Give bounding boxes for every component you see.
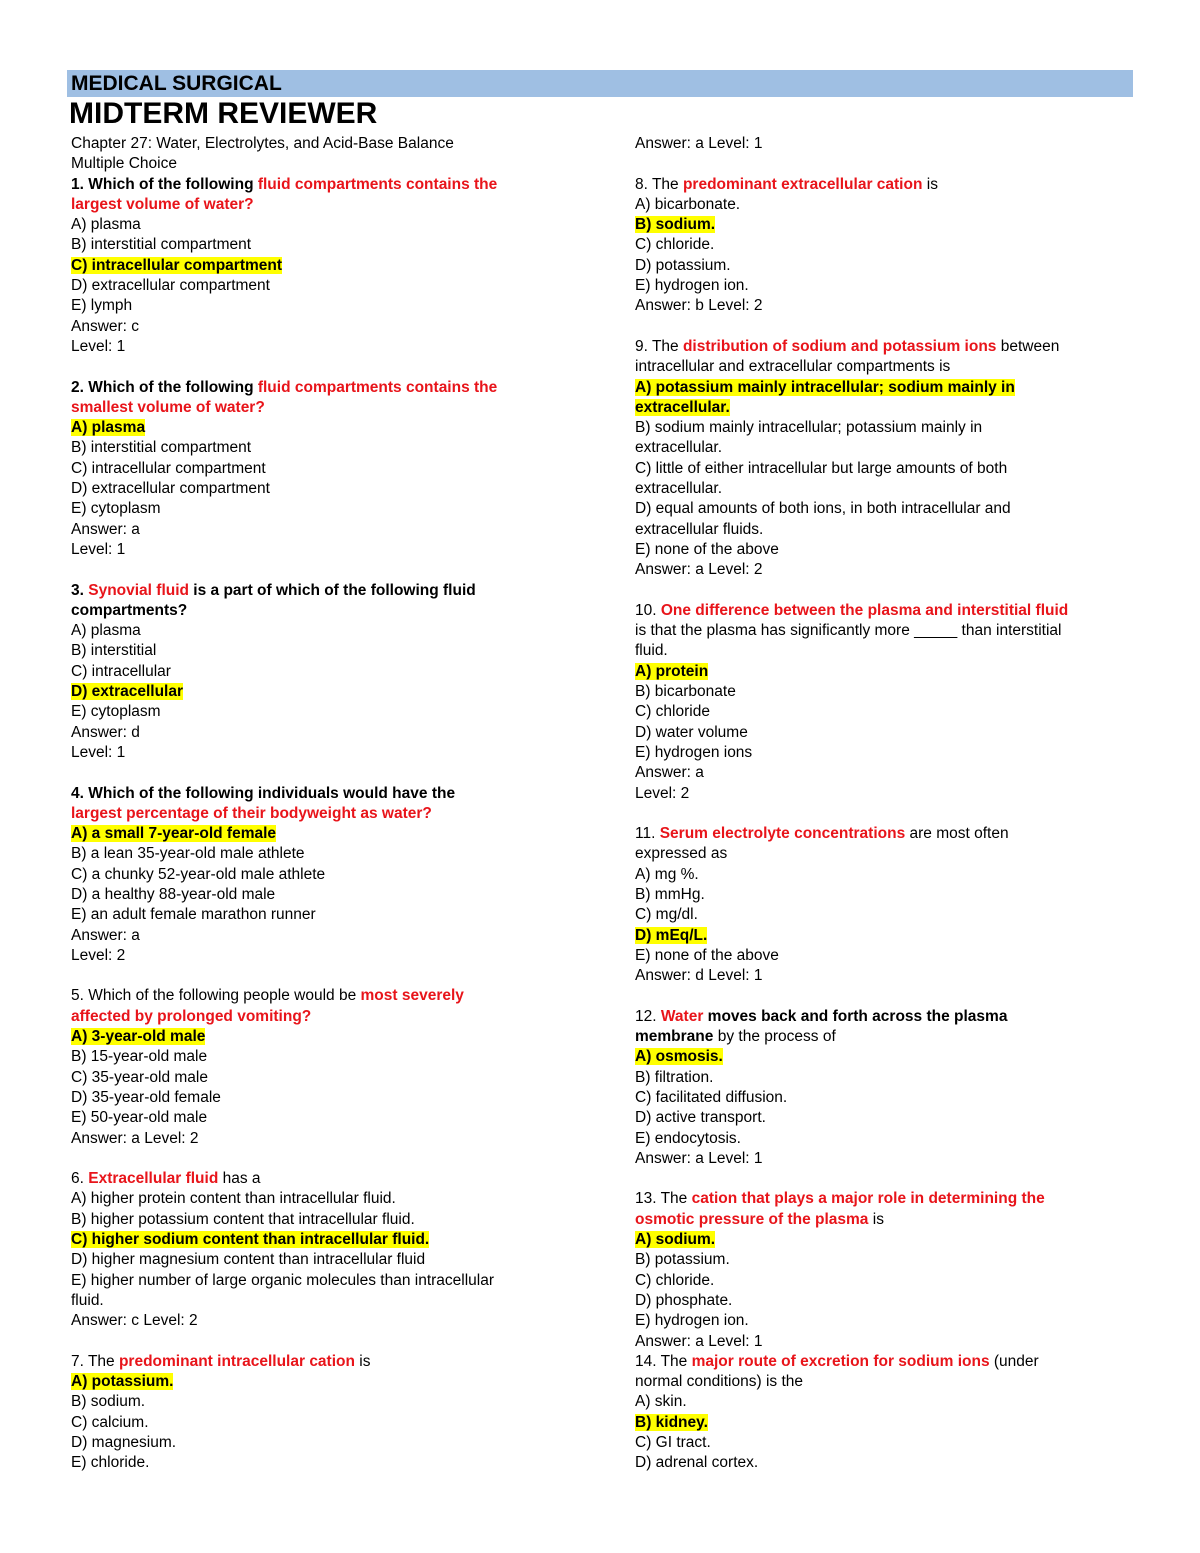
blank-line bbox=[635, 317, 1135, 337]
right-column bbox=[635, 134, 1135, 1474]
text-line bbox=[71, 1392, 571, 1412]
text-line bbox=[71, 296, 571, 316]
text-line bbox=[635, 682, 1135, 702]
text-segment: D) phosphate. bbox=[635, 1291, 733, 1309]
text-segment: C) facilitated diffusion. bbox=[635, 1088, 788, 1106]
text-segment: Answer: c Level: 2 bbox=[71, 1312, 198, 1330]
text-line bbox=[71, 378, 571, 398]
key-phrase: fluid compartments contains the bbox=[257, 378, 498, 396]
text-line bbox=[71, 1372, 571, 1392]
text-segment: A) plasma bbox=[71, 622, 141, 640]
text-segment: fluid. bbox=[71, 1291, 104, 1309]
text-line bbox=[71, 581, 571, 601]
text-line bbox=[71, 824, 571, 844]
text-segment: is bbox=[922, 175, 938, 193]
text-line bbox=[635, 702, 1135, 722]
text-segment: 14. The bbox=[635, 1352, 692, 1370]
text-segment: 4. Which of the following individuals would have the bbox=[71, 784, 456, 802]
text-segment: 1. Which of the following bbox=[71, 175, 258, 193]
text-segment: B) potassium. bbox=[635, 1251, 730, 1269]
text-line bbox=[71, 215, 571, 235]
text-segment: D) extracellular compartment bbox=[71, 277, 270, 295]
text-segment: fluid. bbox=[635, 642, 668, 660]
highlighted-answer: A) plasma bbox=[71, 419, 146, 437]
text-line bbox=[71, 986, 571, 1006]
text-line bbox=[635, 1453, 1135, 1473]
text-segment: B) interstitial bbox=[71, 642, 157, 660]
text-segment: C) chloride. bbox=[635, 236, 715, 254]
text-segment: E) hydrogen ion. bbox=[635, 1312, 749, 1330]
text-line bbox=[635, 1291, 1135, 1311]
text-segment: compartments? bbox=[71, 601, 188, 619]
blank-line bbox=[71, 1149, 571, 1169]
text-segment: E) chloride. bbox=[71, 1454, 150, 1472]
text-line bbox=[635, 438, 1135, 458]
text-line bbox=[635, 276, 1135, 296]
blank-line bbox=[635, 1169, 1135, 1189]
text-segment: E) cytoplasm bbox=[71, 500, 161, 518]
text-line bbox=[635, 1129, 1135, 1149]
text-line bbox=[635, 865, 1135, 885]
text-line bbox=[71, 905, 571, 925]
text-segment: is bbox=[354, 1352, 371, 1370]
text-segment: (under bbox=[989, 1352, 1039, 1370]
text-line bbox=[71, 1311, 571, 1331]
text-segment: Answer: c bbox=[71, 317, 140, 335]
text-line bbox=[71, 1210, 571, 1230]
text-line bbox=[635, 357, 1135, 377]
text-line bbox=[635, 1230, 1135, 1250]
text-line bbox=[71, 317, 571, 337]
text-line bbox=[635, 723, 1135, 743]
text-line bbox=[635, 641, 1135, 661]
text-line bbox=[71, 438, 571, 458]
text-line bbox=[635, 946, 1135, 966]
text-segment: Level: 2 bbox=[71, 946, 126, 964]
text-line bbox=[635, 621, 1135, 641]
text-line bbox=[71, 641, 571, 661]
text-line bbox=[635, 1332, 1135, 1352]
key-phrase: smallest volume of water? bbox=[71, 398, 265, 416]
key-phrase: predominant intracellular cation bbox=[118, 1352, 355, 1370]
document-title: MIDTERM REVIEWER bbox=[69, 97, 378, 130]
text-segment: Level: 1 bbox=[71, 337, 126, 355]
text-line bbox=[71, 844, 571, 864]
text-segment: C) a chunky 52-year-old male athlete bbox=[71, 865, 326, 883]
text-segment: B) mmHg. bbox=[635, 885, 705, 903]
text-segment: is bbox=[868, 1210, 884, 1228]
blank-line bbox=[635, 986, 1135, 1006]
text-line bbox=[635, 1108, 1135, 1128]
text-line bbox=[71, 1453, 571, 1473]
key-phrase: distribution of sodium and potassium ions bbox=[682, 337, 997, 355]
text-segment: A) plasma bbox=[71, 216, 141, 234]
highlighted-answer: extracellular. bbox=[635, 398, 730, 416]
text-segment: A) skin. bbox=[635, 1393, 687, 1411]
text-line bbox=[635, 1149, 1135, 1169]
text-line bbox=[71, 175, 571, 195]
text-line bbox=[635, 1271, 1135, 1291]
blank-line bbox=[71, 1332, 571, 1352]
text-line bbox=[635, 215, 1135, 235]
text-segment: Answer: b Level: 2 bbox=[635, 297, 763, 315]
text-line bbox=[635, 499, 1135, 519]
text-segment: E) an adult female marathon runner bbox=[71, 906, 316, 924]
text-segment: B) filtration. bbox=[635, 1068, 714, 1086]
highlighted-answer: C) intracellular compartment bbox=[71, 256, 283, 274]
text-line bbox=[635, 743, 1135, 763]
text-segment: E) hydrogen ion. bbox=[635, 277, 749, 295]
text-segment: Answer: a Level: 2 bbox=[635, 561, 763, 579]
text-line bbox=[71, 398, 571, 418]
text-segment: Level: 1 bbox=[71, 540, 126, 558]
text-segment: 10. bbox=[635, 601, 661, 619]
text-line bbox=[71, 601, 571, 621]
text-line bbox=[71, 337, 571, 357]
text-line bbox=[71, 1108, 571, 1128]
blank-line bbox=[635, 581, 1135, 601]
text-line bbox=[635, 479, 1135, 499]
blank-line bbox=[635, 804, 1135, 824]
text-line bbox=[635, 1068, 1135, 1088]
text-line bbox=[71, 540, 571, 560]
text-line bbox=[71, 154, 571, 174]
text-segment: intracellular and extracellular compartments is bbox=[635, 358, 951, 376]
text-line bbox=[71, 520, 571, 540]
text-line bbox=[635, 1352, 1135, 1372]
text-segment: C) calcium. bbox=[71, 1413, 149, 1431]
text-segment: C) little of either intracellular but large amounts of both bbox=[635, 459, 1008, 477]
text-segment: Answer: d bbox=[71, 723, 140, 741]
key-phrase: fluid compartments contains the bbox=[257, 175, 498, 193]
text-line bbox=[71, 418, 571, 438]
text-line bbox=[635, 459, 1135, 479]
text-segment: B) interstitial compartment bbox=[71, 439, 252, 457]
key-phrase: cation that plays a major role in determining the bbox=[691, 1190, 1045, 1208]
key-phrase: largest volume of water? bbox=[71, 195, 254, 213]
text-segment: extracellular. bbox=[635, 439, 723, 457]
key-phrase: largest percentage of their bodyweight as water? bbox=[71, 804, 432, 822]
text-line bbox=[635, 134, 1135, 154]
text-segment: C) chloride. bbox=[635, 1271, 715, 1289]
text-line bbox=[71, 1189, 571, 1209]
text-line bbox=[635, 337, 1135, 357]
text-line bbox=[635, 1413, 1135, 1433]
text-line bbox=[71, 1271, 571, 1291]
text-line bbox=[635, 763, 1135, 783]
blank-line bbox=[635, 154, 1135, 174]
text-segment: membrane bbox=[635, 1028, 714, 1046]
text-segment: C) 35-year-old male bbox=[71, 1068, 208, 1086]
text-segment: normal conditions) is the bbox=[635, 1373, 803, 1391]
text-line bbox=[71, 499, 571, 519]
text-line bbox=[71, 621, 571, 641]
text-segment: D) extracellular compartment bbox=[71, 480, 270, 498]
text-line bbox=[635, 560, 1135, 580]
text-line bbox=[71, 459, 571, 479]
text-segment: A) mg %. bbox=[635, 865, 699, 883]
text-line bbox=[71, 1129, 571, 1149]
text-segment: extracellular fluids. bbox=[635, 520, 764, 538]
text-segment: are most often bbox=[905, 825, 1009, 843]
text-segment: Multiple Choice bbox=[71, 155, 177, 173]
text-segment: expressed as bbox=[635, 845, 728, 863]
left-column bbox=[71, 134, 571, 1474]
text-segment: 2. Which of the following bbox=[71, 378, 258, 396]
text-line bbox=[635, 601, 1135, 621]
text-segment: 7. The bbox=[71, 1352, 119, 1370]
text-line bbox=[635, 662, 1135, 682]
highlighted-answer: D) mEq/L. bbox=[635, 926, 708, 944]
text-segment: E) 50-year-old male bbox=[71, 1109, 208, 1127]
text-segment: A) higher protein content than intracellular fluid. bbox=[71, 1190, 396, 1208]
text-line bbox=[635, 520, 1135, 540]
text-segment: Answer: a Level: 1 bbox=[635, 1149, 763, 1167]
text-line bbox=[635, 175, 1135, 195]
text-segment: C) intracellular compartment bbox=[71, 459, 266, 477]
key-phrase: Synovial fluid bbox=[88, 581, 189, 599]
text-line bbox=[71, 1291, 571, 1311]
text-segment: E) endocytosis. bbox=[635, 1129, 741, 1147]
text-line bbox=[635, 1088, 1135, 1108]
text-line bbox=[71, 702, 571, 722]
text-line bbox=[635, 824, 1135, 844]
text-segment: is that the plasma has significantly more _____ than interstitial bbox=[635, 622, 1062, 640]
text-segment: A) bicarbonate. bbox=[635, 195, 741, 213]
text-segment: Chapter 27: Water, Electrolytes, and Acid-Base Balance bbox=[71, 135, 454, 152]
text-line bbox=[71, 479, 571, 499]
text-segment: Answer: a Level: 1 bbox=[635, 1332, 763, 1350]
text-segment: B) sodium mainly intracellular; potassium mainly in bbox=[635, 419, 983, 437]
blank-line bbox=[71, 560, 571, 580]
text-segment: 11. bbox=[635, 825, 660, 843]
text-line bbox=[71, 865, 571, 885]
text-segment: B) sodium. bbox=[71, 1393, 146, 1411]
text-line bbox=[635, 418, 1135, 438]
key-phrase: predominant extracellular cation bbox=[682, 175, 923, 193]
text-line bbox=[635, 1250, 1135, 1270]
highlighted-answer: A) potassium. bbox=[71, 1373, 174, 1391]
key-phrase: affected by prolonged vomiting? bbox=[71, 1007, 312, 1025]
text-line bbox=[635, 195, 1135, 215]
key-phrase: Extracellular fluid bbox=[88, 1170, 219, 1188]
text-line bbox=[71, 926, 571, 946]
text-line bbox=[71, 946, 571, 966]
text-line bbox=[635, 784, 1135, 804]
key-phrase: major route of excretion for sodium ions bbox=[691, 1352, 990, 1370]
text-line bbox=[71, 885, 571, 905]
text-line bbox=[635, 378, 1135, 398]
text-line bbox=[635, 844, 1135, 864]
text-segment: D) equal amounts of both ions, in both intracellular and bbox=[635, 500, 1011, 518]
highlighted-answer: A) 3-year-old male bbox=[71, 1028, 206, 1046]
text-segment: D) water volume bbox=[635, 723, 748, 741]
text-segment: E) higher number of large organic molecules than intracellular bbox=[71, 1271, 495, 1289]
text-line bbox=[635, 885, 1135, 905]
text-segment: 5. Which of the following people would be bbox=[71, 987, 361, 1005]
text-segment: B) 15-year-old male bbox=[71, 1048, 208, 1066]
highlighted-answer: D) extracellular bbox=[71, 683, 183, 701]
highlighted-answer: B) sodium. bbox=[635, 216, 716, 234]
text-line bbox=[635, 1433, 1135, 1453]
text-segment: extracellular. bbox=[635, 480, 723, 498]
text-line bbox=[635, 1047, 1135, 1067]
blank-line bbox=[71, 763, 571, 783]
text-segment: D) potassium. bbox=[635, 256, 731, 274]
text-segment: D) magnesium. bbox=[71, 1434, 177, 1451]
text-segment: B) bicarbonate bbox=[635, 683, 736, 701]
text-segment: 8. The bbox=[635, 175, 683, 193]
highlighted-answer: A) sodium. bbox=[635, 1231, 716, 1249]
text-line bbox=[635, 1311, 1135, 1331]
text-segment: Answer: a bbox=[71, 926, 140, 944]
text-line bbox=[71, 1230, 571, 1250]
text-segment: moves back and forth across the plasma bbox=[703, 1007, 1008, 1025]
text-segment: 12. bbox=[635, 1007, 661, 1025]
text-line bbox=[71, 1169, 571, 1189]
text-line bbox=[71, 1433, 571, 1453]
text-line bbox=[71, 743, 571, 763]
highlighted-answer: A) a small 7-year-old female bbox=[71, 825, 277, 843]
highlighted-answer: A) potassium mainly intracellular; sodium mainly in bbox=[635, 378, 1015, 396]
text-line bbox=[635, 1027, 1135, 1047]
text-line bbox=[71, 682, 571, 702]
text-segment: B) interstitial compartment bbox=[71, 236, 252, 254]
key-phrase: Serum electrolyte concentrations bbox=[659, 825, 906, 843]
text-line bbox=[71, 1088, 571, 1108]
text-line bbox=[635, 966, 1135, 986]
text-segment: E) none of the above bbox=[635, 540, 779, 558]
text-segment: C) GI tract. bbox=[635, 1434, 711, 1451]
text-line bbox=[71, 1047, 571, 1067]
text-line bbox=[71, 195, 571, 215]
text-segment: B) higher potassium content that intracellular fluid. bbox=[71, 1210, 415, 1228]
text-segment: Answer: a bbox=[635, 764, 704, 782]
highlighted-answer: B) kidney. bbox=[635, 1413, 708, 1431]
text-segment: Level: 1 bbox=[71, 743, 126, 761]
text-segment: D) adrenal cortex. bbox=[635, 1454, 759, 1472]
text-segment: C) mg/dl. bbox=[635, 906, 698, 924]
text-line bbox=[71, 1250, 571, 1270]
text-segment: D) 35-year-old female bbox=[71, 1088, 221, 1106]
text-line bbox=[71, 1027, 571, 1047]
text-segment: by the process of bbox=[713, 1028, 836, 1046]
blank-line bbox=[71, 966, 571, 986]
text-line bbox=[71, 235, 571, 255]
text-line bbox=[71, 804, 571, 824]
text-line bbox=[71, 723, 571, 743]
text-line bbox=[71, 276, 571, 296]
text-segment: D) a healthy 88-year-old male bbox=[71, 885, 276, 903]
text-line bbox=[635, 540, 1135, 560]
text-line bbox=[71, 1413, 571, 1433]
text-segment: D) higher magnesium content than intracellular fluid bbox=[71, 1251, 426, 1269]
text-segment: C) intracellular bbox=[71, 662, 171, 680]
text-line bbox=[71, 256, 571, 276]
key-phrase: most severely bbox=[360, 987, 464, 1005]
key-phrase: osmotic pressure of the plasma bbox=[635, 1210, 869, 1228]
text-segment: 9. The bbox=[635, 337, 683, 355]
text-line bbox=[635, 235, 1135, 255]
key-phrase: Water bbox=[660, 1007, 704, 1025]
text-segment: Answer: a Level: 2 bbox=[71, 1129, 199, 1147]
course-title: MEDICAL SURGICAL bbox=[71, 72, 282, 95]
text-segment: 6. bbox=[71, 1170, 89, 1188]
text-segment: E) none of the above bbox=[635, 946, 779, 964]
text-line bbox=[635, 1210, 1135, 1230]
text-line bbox=[71, 1007, 571, 1027]
highlighted-answer: A) osmosis. bbox=[635, 1048, 723, 1066]
text-line bbox=[635, 1007, 1135, 1027]
text-segment: Answer: a bbox=[71, 520, 140, 538]
text-line bbox=[71, 784, 571, 804]
text-segment: has a bbox=[218, 1170, 261, 1188]
highlighted-answer: A) protein bbox=[635, 662, 709, 680]
text-segment: Level: 2 bbox=[635, 784, 690, 802]
text-segment: E) cytoplasm bbox=[71, 703, 161, 721]
text-segment: E) hydrogen ions bbox=[635, 743, 753, 761]
text-line bbox=[635, 296, 1135, 316]
text-line bbox=[71, 662, 571, 682]
key-phrase: One difference between the plasma and interstitial fluid bbox=[660, 601, 1069, 619]
text-segment: between bbox=[996, 337, 1060, 355]
highlighted-answer: C) higher sodium content than intracellular fluid. bbox=[71, 1231, 430, 1249]
text-segment: D) active transport. bbox=[635, 1109, 766, 1127]
text-line bbox=[71, 1352, 571, 1372]
text-line bbox=[635, 1372, 1135, 1392]
text-line bbox=[635, 256, 1135, 276]
text-line bbox=[635, 398, 1135, 418]
text-segment: is a part of which of the following fluid bbox=[189, 581, 476, 599]
text-segment: C) chloride bbox=[635, 703, 710, 721]
text-line bbox=[635, 1392, 1135, 1412]
blank-line bbox=[71, 357, 571, 377]
text-segment: B) a lean 35-year-old male athlete bbox=[71, 845, 305, 863]
text-segment: E) lymph bbox=[71, 297, 133, 315]
text-line bbox=[71, 134, 571, 154]
text-line bbox=[635, 926, 1135, 946]
text-line bbox=[635, 1189, 1135, 1209]
text-segment: Answer: d Level: 1 bbox=[635, 967, 763, 985]
text-line bbox=[71, 1068, 571, 1088]
text-line bbox=[635, 905, 1135, 925]
text-segment: 3. bbox=[71, 581, 89, 599]
text-segment: Answer: a Level: 1 bbox=[635, 135, 763, 152]
text-segment: 13. The bbox=[635, 1190, 692, 1208]
